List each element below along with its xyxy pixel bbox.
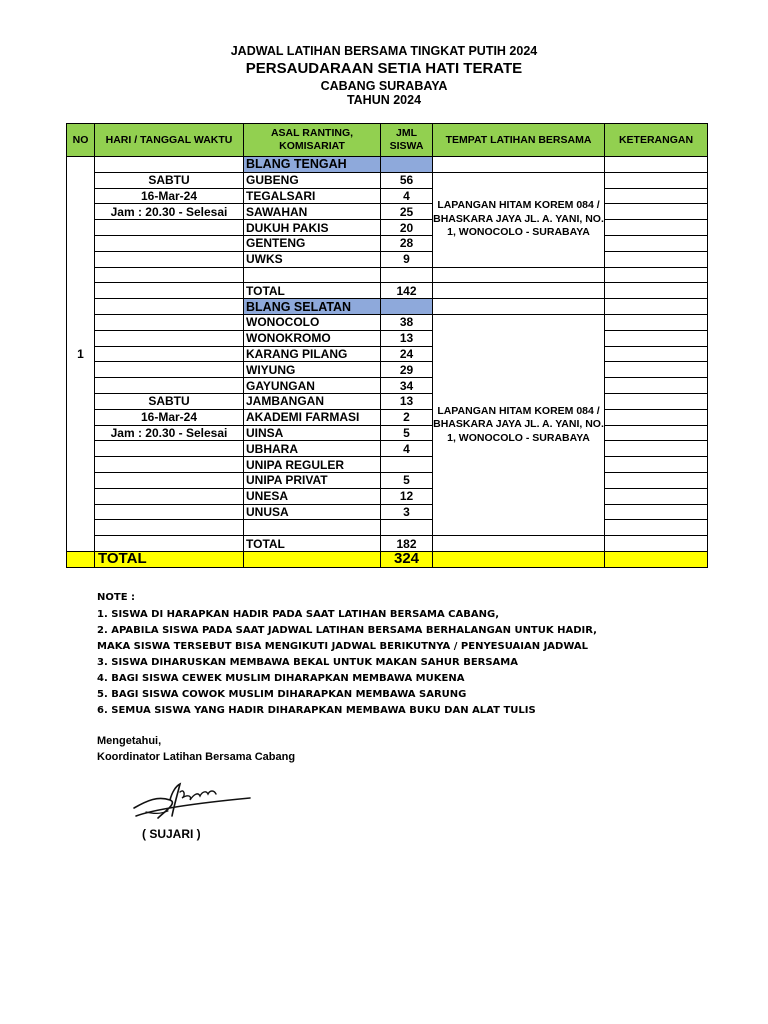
empty-cell (433, 551, 605, 567)
note-cell (605, 204, 708, 220)
table-header-row (67, 124, 708, 157)
header-count: JML SISWA (381, 124, 433, 157)
empty-cell (95, 362, 244, 378)
student-count: 28 (381, 235, 433, 251)
note-cell (605, 457, 708, 473)
note-line: MAKA SISWA TERSEBUT BISA MENGIKUTI JADWAL BERIKUTNYA / PENYESUAIAN JADWAL (97, 641, 589, 652)
header-branch: ASAL RANTING, KOMISARIAT (244, 124, 381, 157)
empty-cell (433, 299, 605, 315)
empty-cell (95, 251, 244, 267)
group-count (381, 157, 433, 173)
note-cell (605, 220, 708, 236)
table-row (67, 378, 708, 394)
table-row (67, 409, 708, 425)
branch-name: UINSA (244, 425, 381, 441)
student-count: 56 (381, 172, 433, 188)
empty-cell (95, 314, 244, 330)
schedule-day-cell: 16-Mar-24 (95, 188, 244, 204)
header-place: TEMPAT LATIHAN BERSAMA (433, 124, 605, 157)
schedule-day-cell: 16-Mar-24 (95, 409, 244, 425)
ack-label: Mengetahui, (97, 735, 162, 747)
empty-cell (95, 378, 244, 394)
note-line: 3. SISWA DIHARUSKAN MEMBAWA BEKAL UNTUK MAKAN SAHUR BERSAMA (97, 657, 518, 668)
notes-title: NOTE : (97, 592, 136, 603)
student-count: 9 (381, 251, 433, 267)
note-line: 6. SEMUA SISWA YANG HADIR DIHARAPKAN MEMBAWA BUKU DAN ALAT TULIS (97, 705, 536, 716)
empty-cell (95, 472, 244, 488)
grand-total-row (67, 551, 708, 567)
branch-name: JAMBANGAN (244, 393, 381, 409)
branch-name (244, 267, 381, 283)
note-cell (605, 188, 708, 204)
empty-cell (95, 283, 244, 299)
student-count: 4 (381, 441, 433, 457)
schedule-day-cell: Jam : 20.30 - Selesai (95, 204, 244, 220)
note-cell (605, 267, 708, 283)
table-row (67, 362, 708, 378)
row-number: 1 (67, 157, 95, 552)
header-note: KETERANGAN (605, 124, 708, 157)
branch-name: WONOCOLO (244, 314, 381, 330)
ack-role: Koordinator Latihan Bersama Cabang (97, 751, 296, 763)
student-count: 13 (381, 330, 433, 346)
empty-cell (95, 488, 244, 504)
empty-cell (433, 267, 605, 283)
branch-name: DUKUH PAKIS (244, 220, 381, 236)
note-cell (605, 425, 708, 441)
table-row (67, 441, 708, 457)
note-cell (605, 441, 708, 457)
note-cell (605, 409, 708, 425)
note-cell (605, 504, 708, 520)
student-count (381, 457, 433, 473)
header-no: NO (67, 124, 95, 157)
student-count: 13 (381, 393, 433, 409)
notes-section (97, 590, 717, 719)
header-day: HARI / TANGGAL WAKTU (95, 124, 244, 157)
empty-cell (95, 267, 244, 283)
grand-total-value: 324 (381, 551, 433, 567)
table-row (67, 235, 708, 251)
subtotal-label: TOTAL (244, 536, 381, 552)
training-location: LAPANGAN HITAM KOREM 084 / BHASKARA JAYA JL. A. YANI, NO. 1, WONOCOLO - SURABAYA (433, 172, 605, 267)
note-line: 4. BAGI SISWA CEWEK MUSLIM DIHARAPKAN MEMBAWA MUKENA (97, 673, 465, 684)
note-cell (605, 536, 708, 552)
student-count: 12 (381, 488, 433, 504)
table-row (67, 504, 708, 520)
branch-name: UNUSA (244, 504, 381, 520)
group-count (381, 299, 433, 315)
table-row (67, 488, 708, 504)
empty-cell (95, 299, 244, 315)
student-count: 29 (381, 362, 433, 378)
note-cell (605, 378, 708, 394)
branch-name: UNIPA REGULER (244, 457, 381, 473)
empty-cell (433, 283, 605, 299)
subtotal-value: 182 (381, 536, 433, 552)
branch-name: KARANG PILANG (244, 346, 381, 362)
table-row (67, 314, 708, 330)
empty-cell (95, 220, 244, 236)
branch-name: GENTENG (244, 235, 381, 251)
empty-cell (67, 551, 95, 567)
table-body (67, 157, 708, 568)
org-name: PERSAUDARAAN SETIA HATI TERATE (245, 60, 523, 77)
note-line: 5. BAGI SISWA COWOK MUSLIM DIHARAPKAN MEMBAWA SARUNG (97, 689, 467, 700)
table-row (67, 520, 708, 536)
note-cell (605, 172, 708, 188)
subtotal-label: TOTAL (244, 283, 381, 299)
schedule-day-cell: Jam : 20.30 - Selesai (95, 425, 244, 441)
schedule-table (66, 123, 708, 568)
signature (128, 778, 253, 822)
student-count: 2 (381, 409, 433, 425)
student-count: 3 (381, 504, 433, 520)
training-location: LAPANGAN HITAM KOREM 084 / BHASKARA JAYA JL. A. YANI, NO. 1, WONOCOLO - SURABAYA (433, 314, 605, 535)
student-count: 20 (381, 220, 433, 236)
branch-name: WONOKROMO (244, 330, 381, 346)
branch-name: UNESA (244, 488, 381, 504)
branch-name: UWKS (244, 251, 381, 267)
note-cell (605, 314, 708, 330)
group-name: BLANG SELATAN (244, 299, 381, 315)
empty-cell (95, 157, 244, 173)
group-name: BLANG TENGAH (244, 157, 381, 173)
table-row (67, 188, 708, 204)
table-row (67, 251, 708, 267)
empty-cell (433, 157, 605, 173)
subtotal-value: 142 (381, 283, 433, 299)
table-row (67, 204, 708, 220)
student-count: 25 (381, 204, 433, 220)
branch-name: CABANG SURABAYA (320, 79, 448, 93)
table-row (67, 172, 708, 188)
student-count: 5 (381, 425, 433, 441)
schedule-day-cell: SABTU (95, 393, 244, 409)
empty-cell (95, 536, 244, 552)
note-cell (605, 393, 708, 409)
table-row (67, 346, 708, 362)
student-count: 4 (381, 188, 433, 204)
note-cell (605, 488, 708, 504)
note-cell (605, 346, 708, 362)
subtotal-row (67, 283, 708, 299)
branch-name: GAYUNGAN (244, 378, 381, 394)
note-cell (605, 157, 708, 173)
note-cell (605, 251, 708, 267)
branch-name: WIYUNG (244, 362, 381, 378)
table-row (67, 267, 708, 283)
acknowledgement (97, 733, 295, 765)
note-cell (605, 362, 708, 378)
empty-cell (433, 536, 605, 552)
note-cell (605, 520, 708, 536)
student-count: 24 (381, 346, 433, 362)
empty-cell (244, 551, 381, 567)
table-row (67, 472, 708, 488)
student-count (381, 267, 433, 283)
schedule-day-cell: SABTU (95, 172, 244, 188)
student-count: 38 (381, 314, 433, 330)
note-line: 2. APABILA SISWA PADA SAAT JADWAL LATIHAN BERSAMA BERHALANGAN UNTUK HADIR, (97, 625, 597, 636)
student-count: 5 (381, 472, 433, 488)
branch-name: AKADEMI FARMASI (244, 409, 381, 425)
note-line: 1. SISWA DI HARAPKAN HADIR PADA SAAT LATIHAN BERSAMA CABANG, (97, 609, 499, 620)
group-header-row (67, 299, 708, 315)
empty-cell (95, 441, 244, 457)
empty-cell (95, 504, 244, 520)
table-row (67, 220, 708, 236)
branch-name: TEGALSARI (244, 188, 381, 204)
branch-name: UNIPA PRIVAT (244, 472, 381, 488)
empty-cell (95, 520, 244, 536)
subtotal-row (67, 536, 708, 552)
empty-cell (95, 346, 244, 362)
note-cell (605, 283, 708, 299)
branch-name: UBHARA (244, 441, 381, 457)
signatory-name: ( SUJARI ) (142, 827, 201, 841)
branch-name: SAWAHAN (244, 204, 381, 220)
doc-title: JADWAL LATIHAN BERSAMA TINGKAT PUTIH 2024 (230, 44, 538, 58)
note-cell (605, 472, 708, 488)
note-cell (605, 235, 708, 251)
branch-name: GUBENG (244, 172, 381, 188)
group-header-row (67, 157, 708, 173)
branch-name (244, 520, 381, 536)
note-cell (605, 299, 708, 315)
grand-total-label: TOTAL (95, 551, 244, 567)
note-cell (605, 330, 708, 346)
table-row (67, 425, 708, 441)
table-row (67, 393, 708, 409)
empty-cell (95, 330, 244, 346)
table-row (67, 330, 708, 346)
empty-cell (95, 235, 244, 251)
table-row (67, 457, 708, 473)
empty-cell (95, 457, 244, 473)
empty-cell (605, 551, 708, 567)
student-count (381, 520, 433, 536)
year-label: TAHUN 2024 (346, 93, 422, 107)
student-count: 34 (381, 378, 433, 394)
